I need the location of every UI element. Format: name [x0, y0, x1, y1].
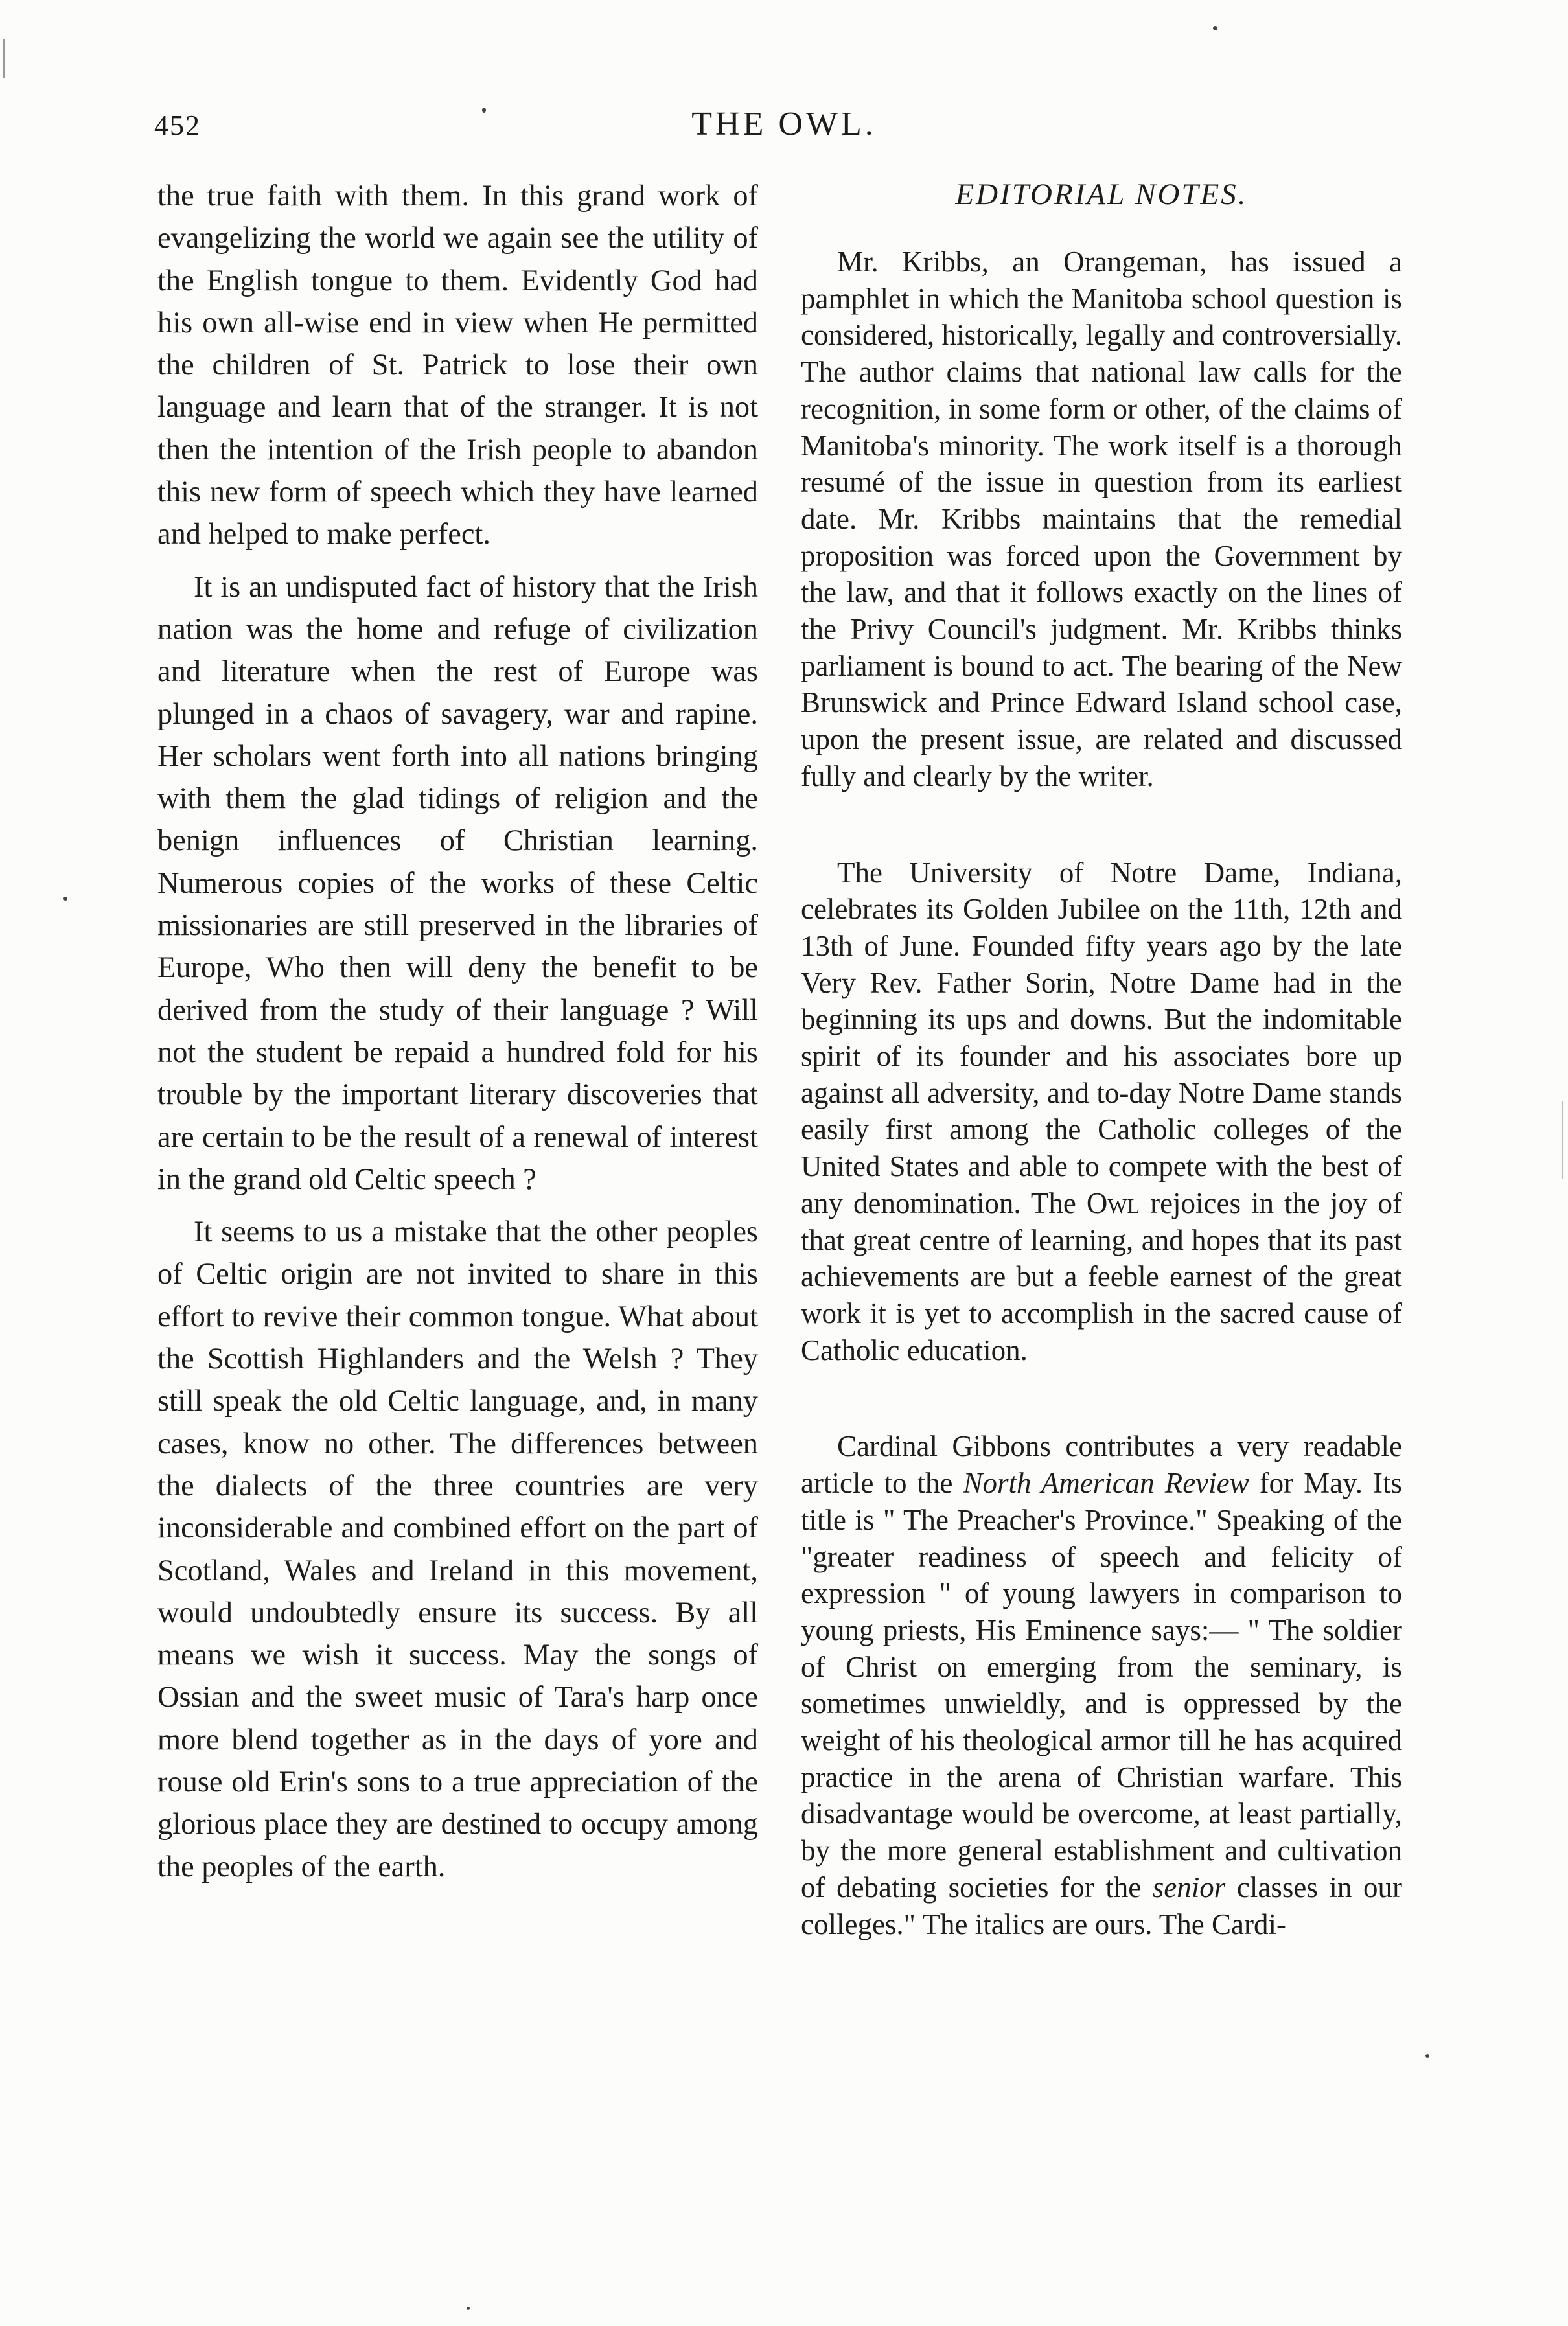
- scan-edge-mark: [1562, 1101, 1563, 1179]
- notre-dame-text-2: rejoices in the joy of that great centre of learning, and hopes that its past achievements are but a feeble earnest of the great work it is yet to accomplish in the sacred cause of Catholic education.: [801, 1186, 1403, 1366]
- editorial-paragraph-gibbons: [801, 1428, 1402, 1942]
- page-number: 452: [154, 109, 201, 141]
- scan-speck: [1213, 26, 1217, 30]
- gibbons-text-2: for May. Its title is " The Preacher's Province." Speaking of the "greater readiness of speech and felicity of expression " of young lawyers in comparison to young priests, His Eminence says:— " The soldier of Christ on emerging from the seminary, is sometimes unwieldly, and is oppressed by the weight of his theological armor till he has acquired practice in the arena of Christian warfare. This disadvantage would be overcome, at least partially, by the more general establishment and cultivation of debating societies for the: [801, 1467, 1403, 1904]
- scan-speck: [63, 897, 67, 901]
- editorial-paragraph-notre-dame: [801, 855, 1402, 1369]
- left-paragraph-2: It is an undisputed fact of history that the Irish nation was the home and refuge of civilization and literature when the rest of Europe was plunged in a chaos of savagery, war and rapine. Her scholars went forth into all nations bringing with them the glad tidings of religion and the benign influences of Christian learning. Numerous copies of the works of these Celtic missionaries are still preserved in the libraries of Europe, Who then will deny the benefit to be derived from the study of their language ? Will not the student be repaid a hundred fold for his trouble by the important literary discoveries that are certain to be the result of a renewal of interest in the grand old Celtic speech ?: [157, 570, 758, 1196]
- senior-italic: senior: [1152, 1871, 1226, 1904]
- scan-speck: [1425, 2054, 1429, 2058]
- running-title: THE OWL.: [691, 106, 877, 143]
- scan-speck: [467, 2307, 470, 2310]
- notre-dame-text-1: The University of Notre Dame, Indiana, celebrates its Golden Jubilee on the 11th, 12th and 13th of June. Founded fifty years ago by the late Very Rev. Father Sorin, Notre Dame had in the beginning its ups and downs. But the indomitable spirit of its founder and his associates bore up against all adversity, and to-day Notre Dame stands easily first among the Catholic colleges of the United States and able to compete with the best of any denomination. The: [801, 856, 1402, 1219]
- owl-smallcaps: Owl: [1086, 1186, 1140, 1219]
- scan-edge-mark: [3, 39, 5, 78]
- gibbons-text-1: Cardinal Gibbons contributes a very readable article to the: [801, 1430, 1402, 1500]
- right-column: [801, 175, 1402, 1942]
- left-paragraph-3: It seems to us a mistake that the other peoples of Celtic origin are not invited to share in this effort to revive their common tongue. What about the Scottish Highlanders and the Welsh ? They still speak the old Celtic language, and, in many cases, know no other. The differences between the dialects of the three countries are very inconsiderable and combined effort on the part of Scotland, Wales and Ireland in this movement, would undoubtedly ensure its success. By all means we wish it success. May the songs of Ossian and the sweet music of Tara's harp once more blend together as in the days of yore and rouse old Erin's sons to a true appreciation of the glorious place they are destined to occupy among the peoples of the earth.: [157, 1215, 758, 1883]
- left-column: [157, 175, 758, 1888]
- editorial-paragraph-kribbs: Mr. Kribbs, an Orangeman, has issued a pamphlet in which the Manitoba school question is considered, historically, legally and controversially. The author claims that national law calls for the recognition, in some form or other, of the claims of Manitoba's minority. The work itself is a thorough resumé of the issue in question from its earliest date. Mr. Kribbs maintains that the remedial proposition was forced upon the Government by the law, and that it follows exactly on the lines of the Privy Council's judgment. Mr. Kribbs thinks parliament is bound to act. The bearing of the New Brunswick and Prince Edward Island school case, upon the present issue, are related and discussed fully and clearly by the writer.: [801, 246, 1402, 792]
- scan-speck: [482, 108, 486, 113]
- gibbons-text-3: classes in our colleges." The italics are ours. The Cardi-: [801, 1871, 1402, 1940]
- left-paragraph-1: the true faith with them. In this grand work of evangelizing the world we again see the utility of the English tongue to them. Evidently God had his own all-wise end in view when He permitted the children of St. Patrick to lose their own language and learn that of the stranger. It is not then the intention of the Irish people to abandon this new form of speech which they have learned and helped to make perfect.: [157, 179, 758, 551]
- editorial-notes-heading: EDITORIAL NOTES.: [955, 178, 1248, 211]
- journal-title: North American Review: [963, 1467, 1249, 1500]
